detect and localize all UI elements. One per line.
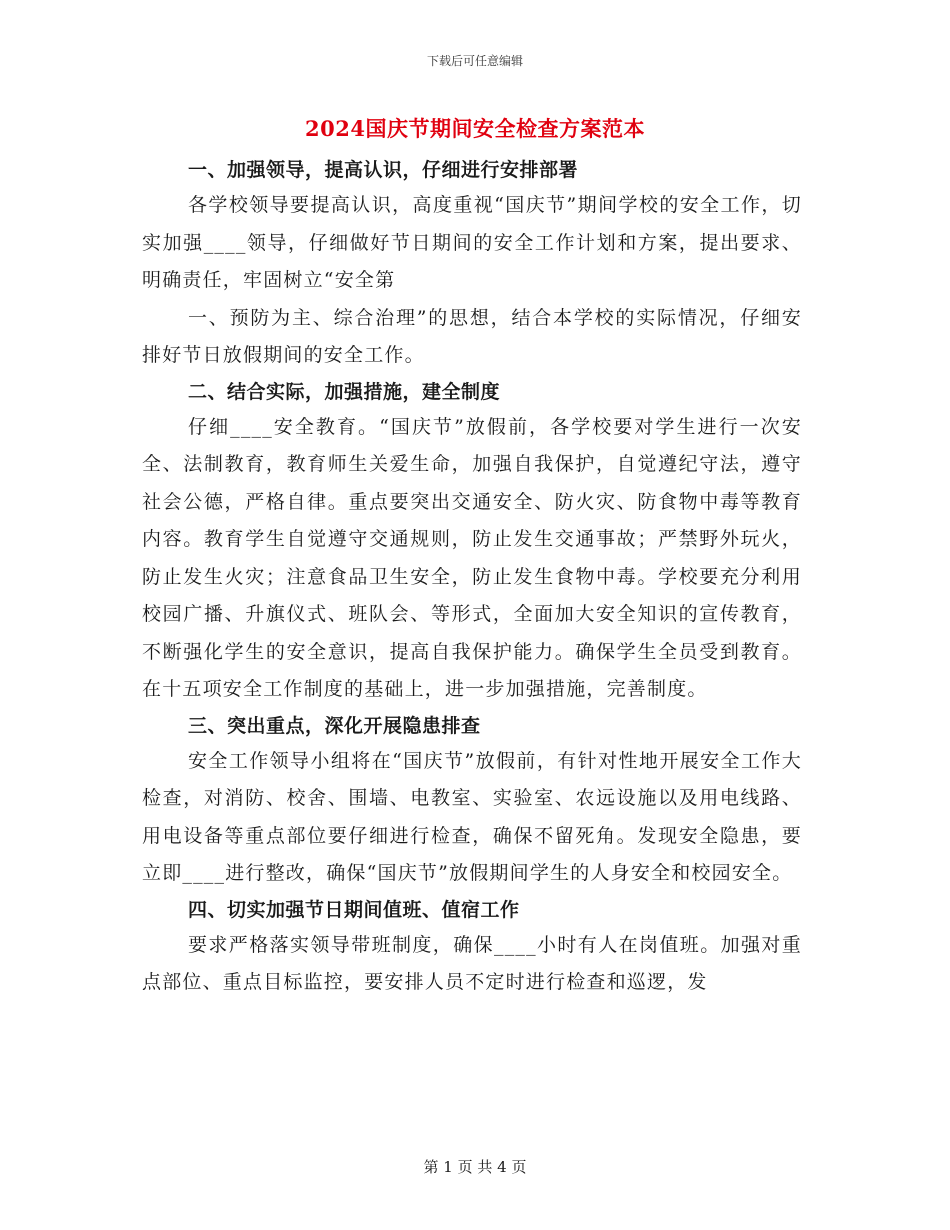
document-title: 2024国庆节期间安全检查方案范本: [305, 116, 645, 141]
paragraph-3: 仔细____安全教育。“国庆节”放假前，各学校要对学生进行一次安全、法制教育，教育师生关爱生命，加强自我保护，自觉遵纪守法，遵守社会公德，严格自律。重点要突出交通安全、防火灾、防食物中毒等教育内容。教育学生自觉遵守交通规则，防止发生交通事故；严禁野外玩火，防止发生火灾；注意食品卫生安全，防止发生食物中毒。学校要充分利用校园广播、升旗仪式、班队会、等形式，全面加大安全知识的宣传教育，不断强化学生的安全意识，提高自我保护能力。确保学生全员受到教育。在十五项安全工作制度的基础上，进一步加强措施，完善制度。: [142, 415, 802, 700]
paragraph-1: 各学校领导要提高认识，高度重视“国庆节”期间学校的安全工作，切实加强____领导，仔细做好节日期间的安全工作计划和方案，提出要求、明确责任，牢固树立“安全第: [142, 194, 802, 291]
document-body: [142, 153, 802, 1002]
section-heading-3: 三、突出重点，深化开展隐患排查: [188, 714, 481, 737]
paragraph-4: 安全工作领导小组将在“国庆节”放假前，有针对性地开展安全工作大检查，对消防、校舍、围墙、电教室、实验室、农远设施以及用电线路、用电设备等重点部位要仔细进行检查，确保不留死角。发现安全隐患，要立即____进行整改，确保“国庆节”放假期间学生的人身安全和校园安全。: [142, 749, 802, 884]
paragraph-5: 要求严格落实领导带班制度，确保____小时有人在岗值班。加强对重点部位、重点目标监控，要安排人员不定时进行检查和巡逻，发: [142, 933, 802, 993]
paragraph-2: 一、预防为主、综合治理”的思想，结合本学校的实际情况，仔细安排好节日放假期间的安全工作。: [142, 306, 802, 366]
page-number: 第 1 页 共 4 页: [423, 1158, 527, 1176]
page-header-note: 下载后可任意编辑: [426, 54, 523, 68]
section-heading-2: 二、结合实际，加强措施，建全制度: [188, 380, 501, 403]
section-heading-4: 四、切实加强节日期间值班、值宿工作: [188, 898, 520, 921]
section-heading-1: 一、加强领导，提高认识，仔细进行安排部署: [188, 159, 579, 181]
